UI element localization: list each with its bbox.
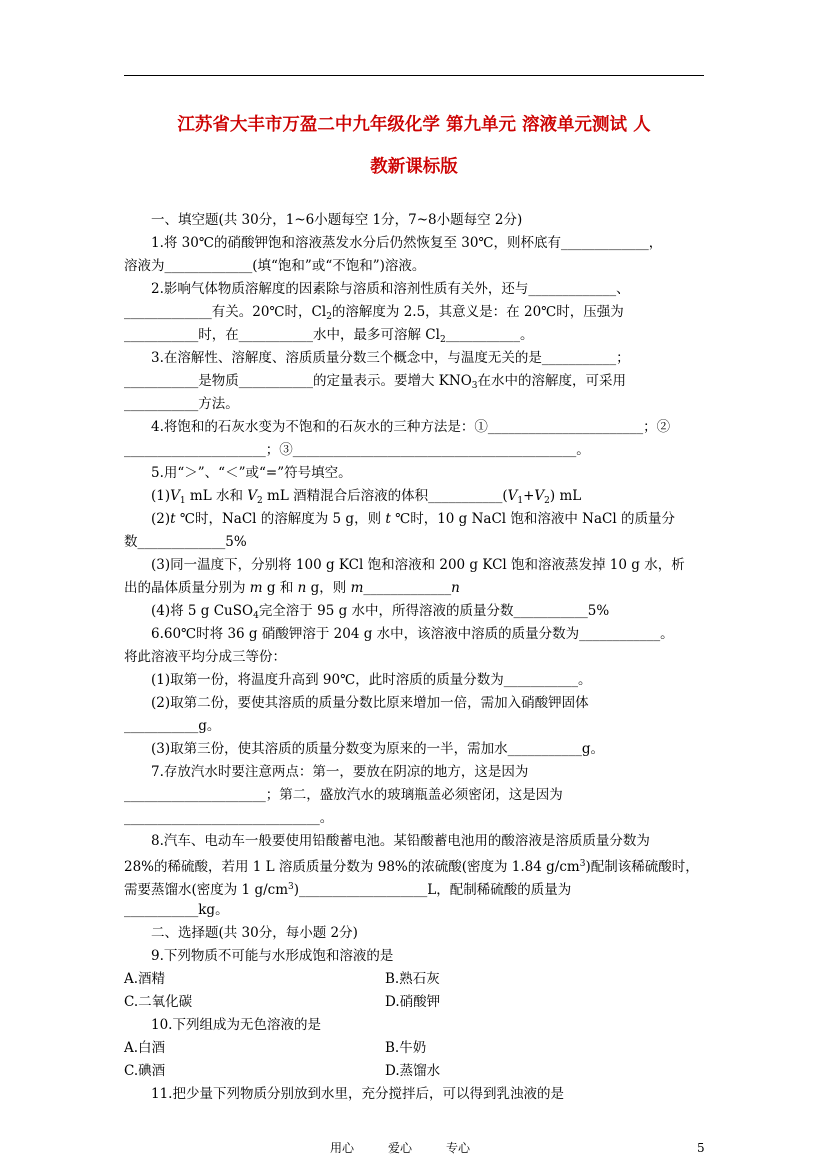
question-8-line-4: ___________kg。 bbox=[124, 902, 229, 918]
question-6-3: (3)取第三份，使其溶质的质量分数变为原来的一半，需加水___________g。 bbox=[151, 741, 605, 757]
question-10-option-b: B.牛奶 bbox=[385, 1040, 427, 1056]
section-heading-multiple-choice: 二、选择题(共 30分，每小题 2分) bbox=[151, 925, 358, 941]
question-9-stem: 9.下列物质不可能与水形成饱和溶液的是 bbox=[151, 948, 394, 964]
question-11-stem: 11.把少量下列物质分别放到水里，充分搅拌后，可以得到乳浊液的是 bbox=[151, 1086, 564, 1102]
question-5-intro: 5.用“＞”、“＜”或“=”符号填空。 bbox=[151, 465, 352, 481]
question-9-option-d: D.硝酸钾 bbox=[385, 994, 441, 1010]
question-8-line-2: 28%的稀硫酸，若用 1 L 溶质质量分数为 98%的浓硫酸(密度为 1.84 $g/cm^3$)配制该稀硫酸时， bbox=[124, 859, 699, 875]
question-4-line-2: _____________________；③__________________________________________。 bbox=[124, 442, 590, 458]
question-9-option-a: A.酒精 bbox=[124, 971, 166, 987]
question-2-line-1: 2.影响气体物质溶解度的因素除与溶质和溶剂性质有关外，还与_____________、 bbox=[151, 281, 630, 297]
question-9-option-b: B.熟石灰 bbox=[385, 971, 440, 987]
question-5-2-line-1: (2)t ℃时，NaCl 的溶解度为 5 g，则 t ℃时，10 g NaCl 饱和溶液中 NaCl 的质量分 bbox=[151, 511, 675, 527]
question-1-line-1: 1.将 30℃的硝酸钾饱和溶液蒸发水分后仍然恢复至 30℃，则杯底有_____________， bbox=[151, 235, 663, 251]
section-heading-fill-in: 一、填空题(共 30分，1~6小题每空 1分，7~8小题每空 2分) bbox=[151, 212, 523, 228]
question-3-line-2: ___________是物质___________的定量表示。要增大 $KNO_3$在水中的溶解度，可采用 bbox=[124, 373, 626, 391]
question-8-line-3: 需要蒸馏水(密度为 1 $g/cm^3)\_\_\_\_\_\_\_\_\_\_\_\_\_\_\_\_\_\_\_L$，配制稀硫酸的质量为 bbox=[124, 882, 572, 898]
question-7-line-3: _____________________________。 bbox=[124, 810, 334, 826]
footer-motto-3: 专心 bbox=[446, 1141, 471, 1155]
question-7-line-1: 7.存放汽水时要注意两点：第一，要放在阴凉的地方，这是因为 bbox=[151, 764, 529, 780]
question-2-line-3: ___________时，在___________水中，最多可溶解 $Cl_2\_\_\_\_\_\_\_\_\_\_\_$。 bbox=[124, 327, 534, 345]
footer-motto-1: 用心 bbox=[330, 1141, 355, 1155]
document-title-line-1: 江苏省大丰市万盈二中九年级化学 第九单元 溶液单元测试 人 bbox=[177, 115, 651, 135]
question-2-line-2: _____________有关。20℃时，$Cl_2$的溶解度为 2.5，其意义是：在 20℃时，压强为 bbox=[124, 304, 624, 322]
question-10-stem: 10.下列组成为无色溶液的是 bbox=[151, 1017, 321, 1033]
question-3-line-1: 3.在溶解性、溶解度、溶质质量分数三个概念中，与温度无关的是___________； bbox=[151, 350, 630, 366]
question-5-3-line-1: (3)同一温度下，分别将 100 g KCl 饱和溶液和 200 g KCl 饱和溶液蒸发掉 10 g 水，析 bbox=[151, 557, 685, 573]
question-10-option-c: C.碘酒 bbox=[124, 1063, 166, 1079]
question-5-2-line-2: 数_____________5% bbox=[124, 534, 247, 550]
question-6-line-2: 将此溶液平均分成三等份： bbox=[124, 649, 286, 665]
question-10-option-a: A.白酒 bbox=[124, 1040, 166, 1056]
question-6-2-line-2: ___________g。 bbox=[124, 718, 221, 734]
question-4-line-1: 4.将饱和的石灰水变为不饱和的石灰水的三种方法是：①_______________________；② bbox=[151, 419, 671, 435]
question-5-3-line-2: 出的晶体质量分别为 m g 和 n g，则 m_____________n bbox=[124, 580, 460, 596]
page-number: 5 bbox=[697, 1141, 705, 1155]
question-1-line-2: 溶液为_____________(填“饱和”或“不饱和”)溶液。 bbox=[124, 258, 426, 274]
document-title-line-2: 教新课标版 bbox=[370, 157, 458, 177]
question-6-1: (1)取第一份，将温度升高到 90℃，此时溶质的质量分数为___________。 bbox=[151, 672, 592, 688]
question-6-line-1: 6.60℃时将 36 g 硝酸钾溶于 204 g 水中，该溶液中溶质的质量分数为____________。 bbox=[151, 626, 674, 642]
question-5-4: (4)将 5 g CuSO$_4$完全溶于 95 g 水中，所得溶液的质量分数___________5% bbox=[151, 603, 610, 621]
question-9-option-c: C.二氧化碳 bbox=[124, 994, 193, 1010]
footer-motto-2: 爱心 bbox=[388, 1141, 413, 1155]
question-7-line-2: _____________________；第二，盛放汽水的玻璃瓶盖必须密闭，这是因为 bbox=[124, 787, 563, 803]
question-8-line-1: 8.汽车、电动车一般要使用铅酸蓄电池。某铅酸蓄电池用的酸溶液是溶质质量分数为 bbox=[151, 833, 650, 849]
header-rule bbox=[124, 75, 704, 76]
question-3-line-3: ___________方法。 bbox=[124, 396, 239, 412]
question-6-2-line-1: (2)取第二份，要使其溶质的质量分数比原来增加一倍，需加入硝酸钾固体 bbox=[151, 695, 589, 711]
question-5-1: $(1)V_1$ mL 水和 $V_2$ mL 酒精混合后溶液的体积$\_\_\_\_\_\_\_\_\_\_\_(V_1+V_2)$ mL bbox=[151, 488, 582, 506]
question-10-option-d: D.蒸馏水 bbox=[385, 1063, 441, 1079]
